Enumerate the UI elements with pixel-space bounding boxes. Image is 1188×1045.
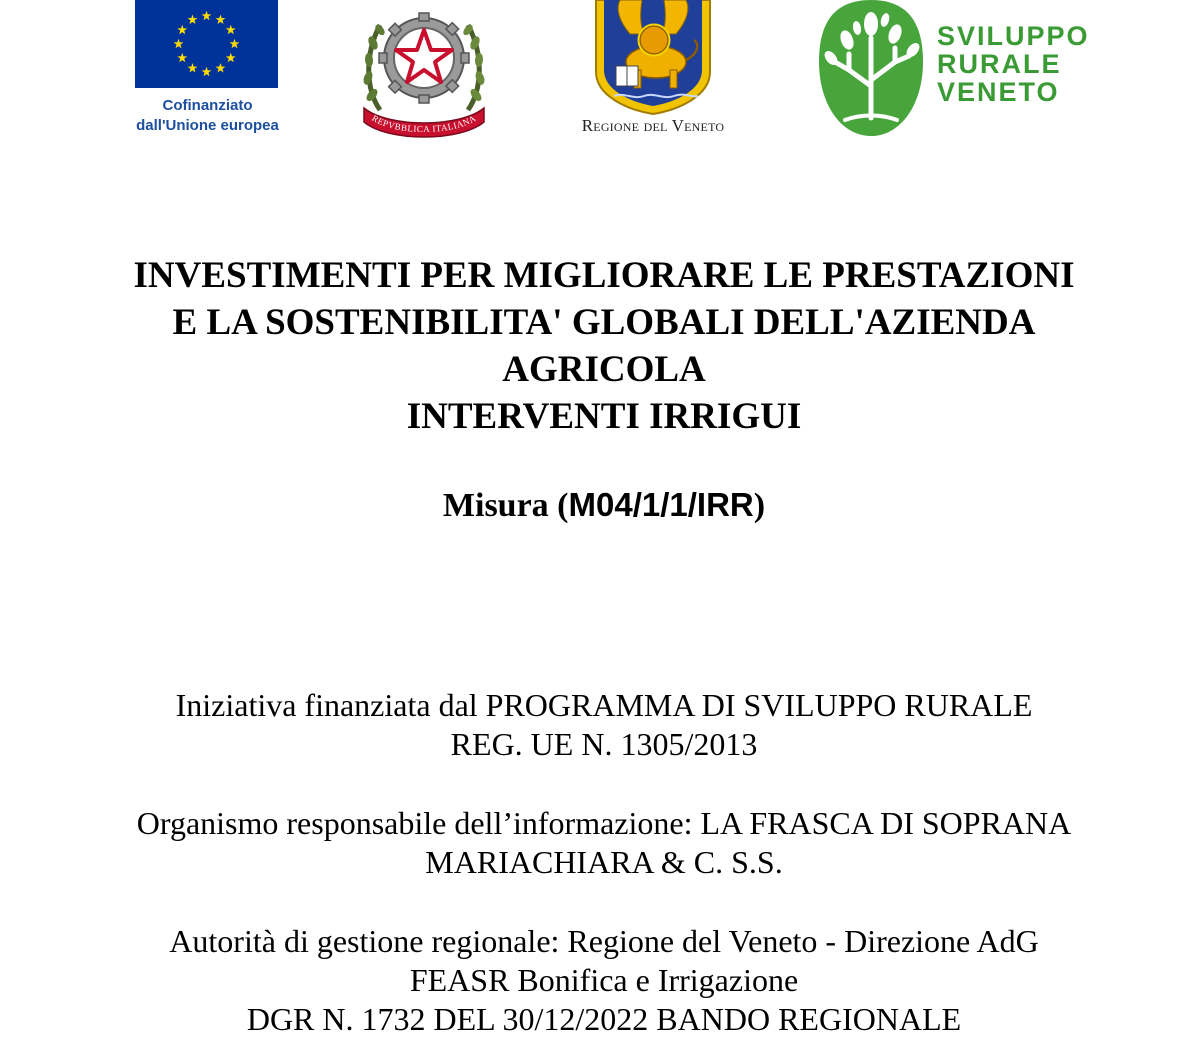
title-line-1: INVESTIMENTI PER MIGLIORARE LE PRESTAZIONI: [133, 255, 1075, 296]
regione-veneto-logo: [558, 0, 748, 140]
funding-line-1: Iniziativa finanziata dal PROGRAMMA DI SVILUPPO RURALE: [175, 687, 1033, 723]
measure-heading: [0, 482, 1188, 529]
document-title: [0, 252, 1188, 440]
veneto-caption: Regione del Veneto: [581, 116, 725, 135]
authority-line-2: FEASR Bonifica e Irrigazione: [409, 962, 799, 998]
responsible-line-1: Organismo responsabile dell’informazione: LA FRASCA DI SOPRANA: [136, 805, 1072, 841]
eu-flag-icon: [135, 0, 278, 88]
tree-icon: [815, 0, 927, 138]
psr-wordmark-line-1: SVILUPPO: [937, 21, 1090, 51]
responsible-organization: [0, 804, 1188, 882]
managing-authority: [0, 922, 1188, 1039]
funding-statement: [0, 686, 1188, 764]
italian-republic-emblem: [358, 0, 490, 138]
eu-caption-line-1: Cofinanziato: [162, 97, 253, 114]
eu-caption-line-2: dall'Unione europea: [136, 117, 279, 134]
authority-line-1: Autorità di gestione regionale: Regione del Veneto - Direzione AdG: [169, 923, 1039, 959]
measure-suffix: ): [753, 487, 766, 524]
authority-line-3: DGR N. 1732 DEL 30/12/2022 BANDO REGIONALE: [246, 1001, 962, 1037]
title-line-3: AGRICOLA: [502, 349, 706, 390]
title-line-4: INTERVENTI IRRIGUI: [406, 396, 802, 437]
funding-line-2: REG. UE N. 1305/2013: [450, 726, 758, 762]
eu-caption: [125, 96, 290, 136]
lion-of-saint-mark-icon: [558, 0, 748, 116]
measure-prefix: Misura (: [442, 487, 569, 524]
title-line-2: E LA SOSTENIBILITA' GLOBALI DELL'AZIENDA: [172, 302, 1036, 343]
svg-text:REPVBBLICA ITALIANA: REPVBBLICA ITALIANA: [370, 112, 478, 135]
responsible-line-2: MARIACHIARA & C. S.S.: [425, 844, 783, 880]
measure-code: M04/1/1/IRR: [568, 486, 754, 523]
eu-cofinancing-logo: [125, 0, 290, 140]
sviluppo-rurale-veneto-logo: [815, 0, 1095, 138]
psr-wordmark: [937, 22, 1090, 106]
psr-wordmark-line-3: VENETO: [937, 77, 1060, 107]
psr-wordmark-line-2: RURALE: [937, 49, 1062, 79]
italian-emblem-icon: [358, 0, 490, 138]
